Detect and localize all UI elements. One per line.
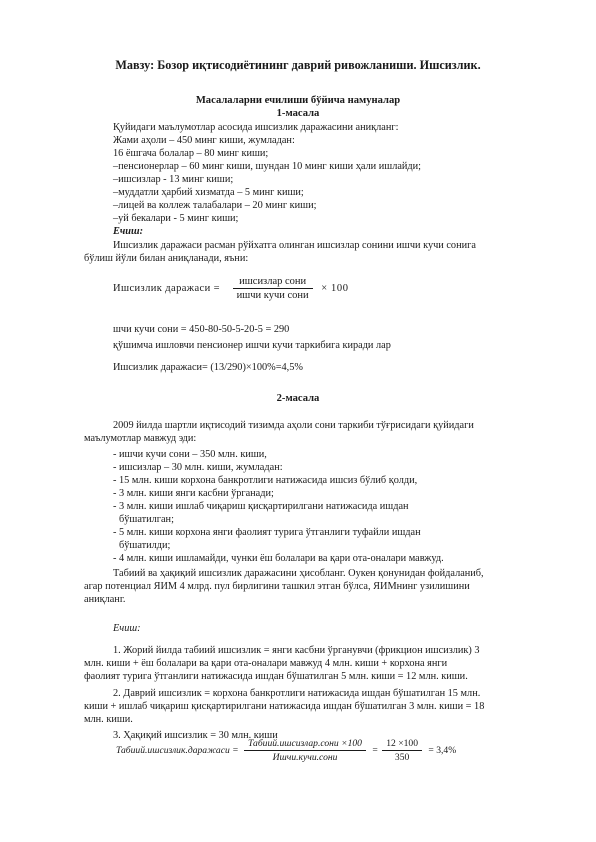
problem1-line: 16 ёшгача болалар – 80 минг киши; <box>113 148 269 159</box>
natural-unemployment-formula <box>116 738 456 763</box>
formula2-value-numerator: 12 ×100 <box>382 738 422 751</box>
problem2-step: 3. Ҳақиқий ишсизлик = 30 млн. киши <box>113 730 278 741</box>
formula2-equals: = <box>372 745 378 756</box>
problem1-answer: Ишсизлик даражаси= (13/290)×100%=4,5% <box>113 362 303 373</box>
problem2-step: млн. киши + ёш болалари ва қари ота-оналари мавжуд 4 млн. киши + корхона янги <box>84 658 448 669</box>
problem2-step: 1. Жорий йилда табиий ишсизлик = янги касбни ўрганувчи (фрикцион ишсизлик) 3 <box>113 645 480 656</box>
problem2-task: агар потенциал ЯИМ 4 млрд. пул бирлигини ташкил этган бўлса, ЯИМнинг узилишини <box>84 581 470 592</box>
problem1-line: –ишсизлар - 13 минг киши; <box>113 174 234 185</box>
formula2-denominator: Ишчи.кучи.сони <box>272 752 338 763</box>
problem2-solution-label: Ечиш: <box>113 623 141 634</box>
problem1-line: –уй бекалари - 5 минг киши; <box>113 213 239 224</box>
pensioner-note: қўшимча ишловчи пенсионер ишчи кучи таркибига киради лар <box>113 340 391 351</box>
unemployment-rate-formula <box>113 276 349 301</box>
problem2-heading: 2-масала <box>276 393 320 404</box>
problem2-item: бўшатилди; <box>119 540 171 551</box>
problem1-solution-label: Ечиш: <box>113 226 144 237</box>
problem1-heading: 1-масала <box>276 108 320 119</box>
problem2-step: фаолият турига ўтганлиги натижасида ишдан бўшатилган 5 млн. киши = 12 млн. киши. <box>84 671 468 682</box>
problem1-line: Қуйидаги маълумотлар асосида ишсизлик даражасини аниқланг: <box>113 122 399 133</box>
problem2-step: млн. киши. <box>84 714 133 725</box>
formula-multiplier: × 100 <box>321 283 349 294</box>
problem2-item: - 15 млн. киши корхона банкротлиги натижасида ишсиз бўлиб қолди, <box>113 475 418 486</box>
formula2-value-fraction <box>382 738 422 763</box>
problem2-item: - 3 млн. киши янги касбни ўрганади; <box>113 488 274 499</box>
problem1-line: –пенсионерлар – 60 минг киши, шундан 10 минг киши ҳали ишлайди; <box>113 161 422 172</box>
formula2-fraction <box>244 738 366 763</box>
formula-lhs: Ишсизлик даражаси = <box>113 283 220 294</box>
problem2-item: - 3 млн. киши ишлаб чиқариш қисқартирилгани натижасида ишдан <box>113 501 409 512</box>
labor-force-calc: шчи кучи сони = 450-80-50-5-20-5 = 290 <box>113 324 290 335</box>
problem2-task: Табиий ва ҳақиқий ишсизлик даражасини ҳисобланг. Оукен қонунидан фойдаланиб, <box>113 568 484 579</box>
formula2-numerator: Табиий.ишсизлар.сони ×100 <box>244 738 366 751</box>
section-heading: Масалаларни ечилиши бўйича намуналар <box>195 95 401 106</box>
problem2-item: - 4 млн. киши ишламайди, чунки ёш болалари ва қари ота-оналари мавжуд. <box>113 553 444 564</box>
problem2-item: бўшатилган; <box>119 514 174 525</box>
problem2-step: киши + ишлаб чиқариш қисқартирилгани натижасида ишдан бўшатилган 3 млн. киши = 18 <box>84 701 485 712</box>
formula2-result: = 3,4% <box>428 745 457 756</box>
page-title: Мавзу: Бозор иқтисодиётининг даврий ривожланиши. Ишсизлик. <box>115 58 481 72</box>
problem1-explanation: бўлиш йўли билан аниқланади, яъни: <box>84 253 249 264</box>
problem1-line: –муддатли ҳарбий хизматда – 5 минг киши; <box>113 187 304 198</box>
problem2-item: - ишсизлар – 30 млн. киши, жумладан: <box>113 462 283 473</box>
formula-numerator: ишсизлар сони <box>233 276 313 289</box>
problem2-task: аниқланг. <box>84 594 126 605</box>
problem1-explanation: Ишсизлик даражаси расман рўйхатга олинган ишсизлар сонини ишчи кучи сонига <box>113 240 476 251</box>
problem2-intro: 2009 йилда шартли иқтисодий тизимда аҳоли сони таркиби тўғрисидаги қуйидаги <box>113 420 474 431</box>
problem2-item: - ишчи кучи сони – 350 млн. киши, <box>113 449 267 460</box>
problem2-step: 2. Даврий ишсизлик = корхона банкротлиги натижасида ишдан бўшатилган 15 млн. <box>113 688 481 699</box>
formula-fraction <box>233 276 313 301</box>
formula2-lhs: Табиий.ишсизлик.даражаси = <box>116 745 239 756</box>
formula-denominator: ишчи кучи сони <box>236 290 309 301</box>
formula2-value-denominator: 350 <box>394 752 410 763</box>
problem1-line: Жами аҳоли – 450 минг киши, жумладан: <box>113 135 295 146</box>
problem1-line: –лицей ва коллеж талабалари – 20 минг киши; <box>113 200 317 211</box>
problem2-intro: маълумотлар мавжуд эди: <box>84 433 197 444</box>
problem2-item: - 5 млн. киши корхона янги фаолият турига ўтганлиги туфайли ишдан <box>113 527 421 538</box>
